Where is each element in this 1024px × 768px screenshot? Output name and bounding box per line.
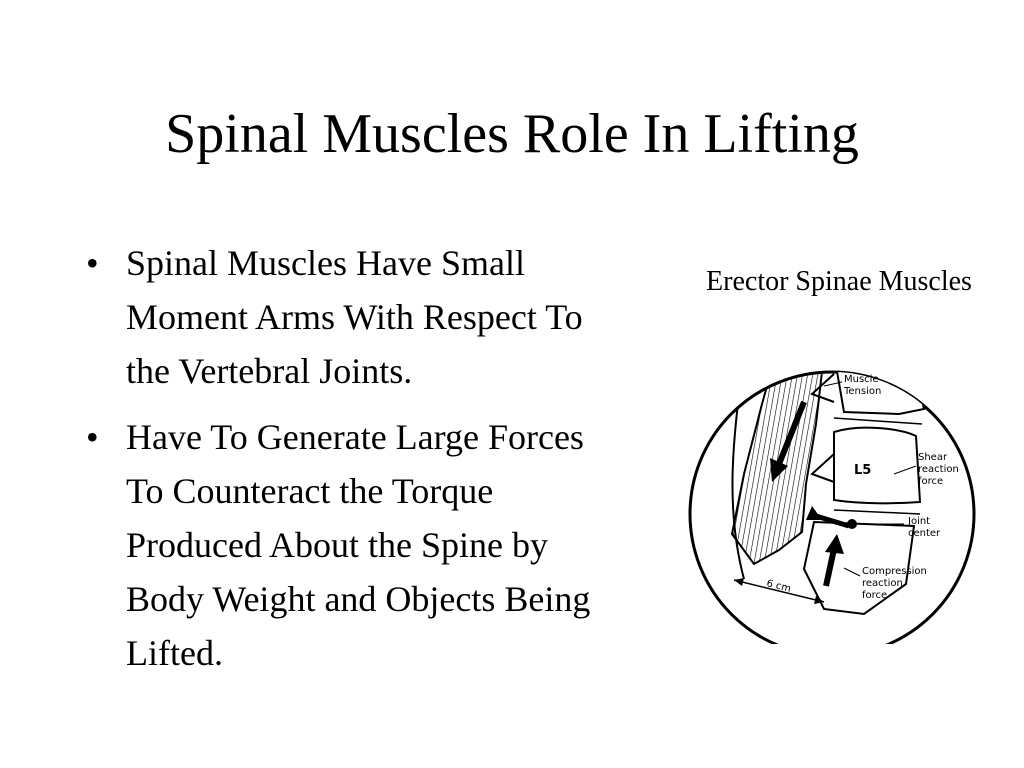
label-joint-center: center xyxy=(908,528,941,539)
label-l5: L5 xyxy=(854,463,872,478)
label-shear: reaction xyxy=(918,464,959,475)
bullet-text: Spinal Muscles Have Small Moment Arms With Respect To the Vertebral Joints. xyxy=(126,243,583,391)
figure-caption: Erector Spinae Muscles xyxy=(706,266,972,297)
label-distance: 6 cm xyxy=(765,578,792,595)
vertebra-l5 xyxy=(834,428,920,504)
bullet-marker: • xyxy=(86,417,99,457)
bullet-text: Have To Generate Large Forces To Counteract the Torque Produced About the Spine by Body Weight and Objects Being Lifted. xyxy=(126,417,591,673)
label-compression: Compression xyxy=(862,566,927,577)
bullet-list xyxy=(82,236,622,692)
bullet-item xyxy=(82,410,622,680)
slide-title: Spinal Muscles Role In Lifting xyxy=(165,103,859,165)
spine-figure xyxy=(684,262,1004,642)
bullet-marker: • xyxy=(86,243,99,283)
label-muscle-tension: Tension xyxy=(844,386,882,397)
spine-diagram xyxy=(684,354,1004,644)
label-compression: force xyxy=(862,590,888,601)
label-joint-center: Joint xyxy=(908,516,931,527)
bullet-item xyxy=(82,236,622,398)
label-shear: Shear xyxy=(918,452,948,463)
label-muscle-tension: Muscle xyxy=(844,374,879,385)
label-shear: force xyxy=(918,476,944,487)
label-compression: reaction xyxy=(862,578,903,589)
joint-center-dot xyxy=(847,519,857,529)
